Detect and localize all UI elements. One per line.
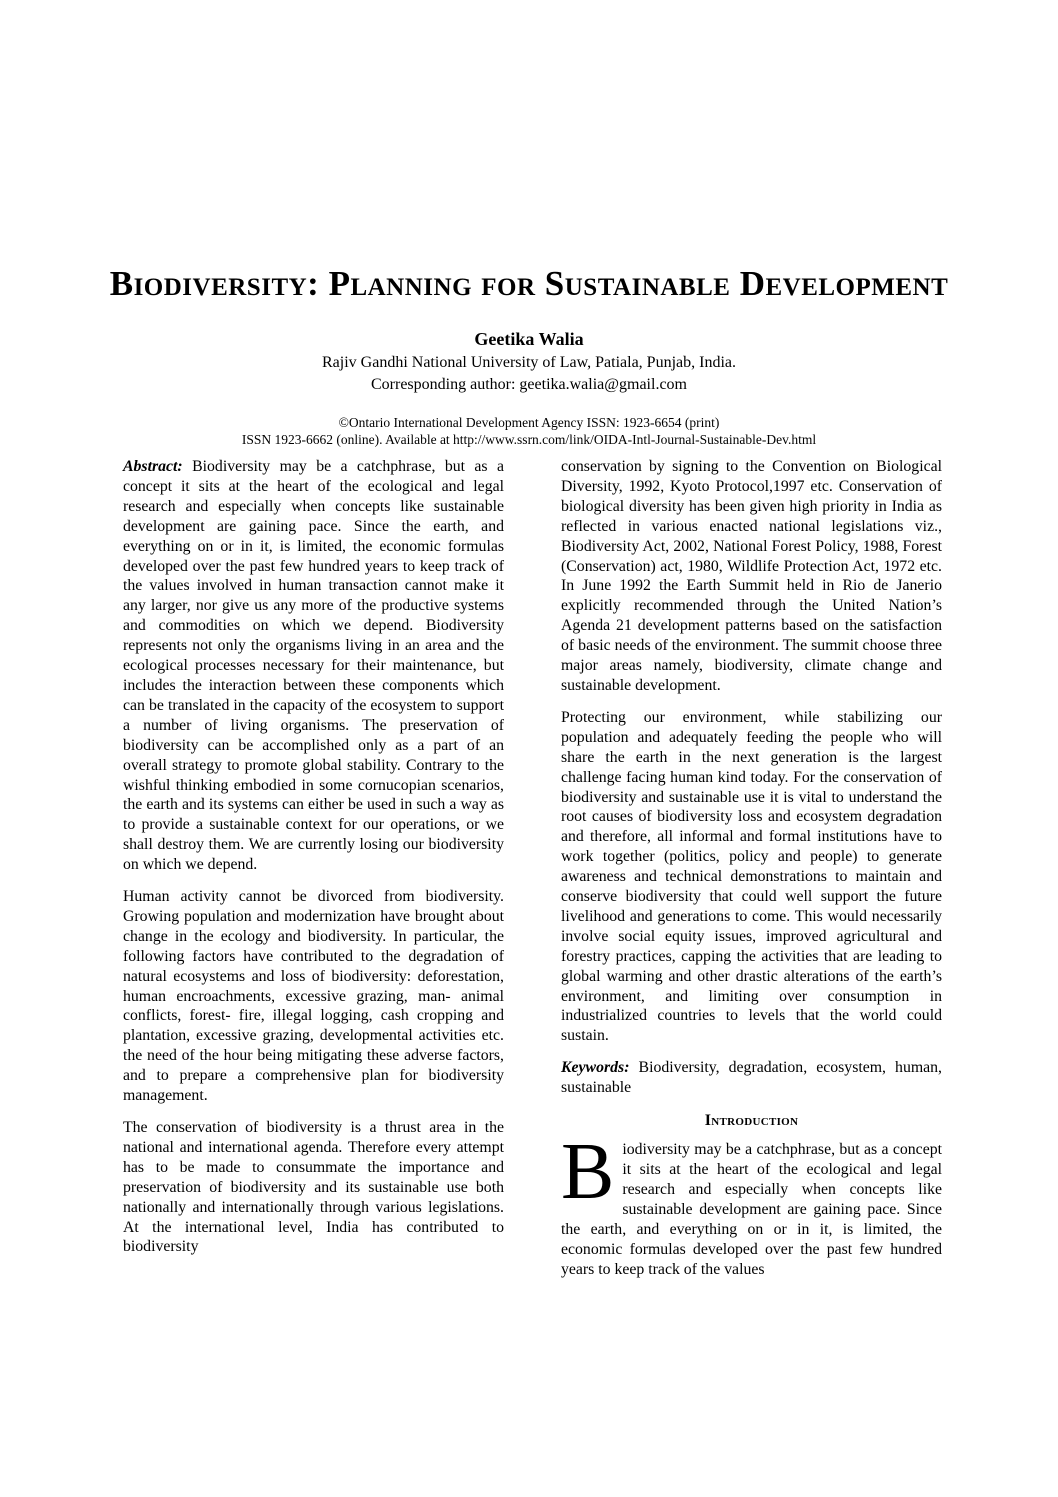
paper-header bbox=[0, 0, 1058, 448]
issn-block bbox=[0, 414, 1058, 448]
abstract-label: Abstract: bbox=[123, 458, 183, 475]
body-paragraph: Protecting our environment, while stabilizing our population and adequately feeding the people who will share the earth in the next generation is the largest challenge facing human kind today. For the conservation of biodiversity and sustainable use it is vital to understand the root causes of biodiversity loss and ecosystem degradation and therefore, all informal and formal institutions have to work together (politics, policy and people) to generate awareness and technical demonstrations to maintain and conserve biodiversity that could well support the future livelihood and generations to come. This would necessarily involve social equity issues, improved agricultural and forestry practices, capping the activities that are leading to global warming and other drastic alterations of the earth’s environment, and limiting over consumption in industrialized countries to levels that the world could sustain. bbox=[561, 708, 942, 1045]
introduction-paragraph bbox=[561, 1128, 942, 1279]
keywords-label: Keywords: bbox=[561, 1059, 630, 1077]
body-paragraph: The conservation of biodiversity is a thrust area in the national and international agenda. Therefore every attempt has to be made to consummate the importance and preservation of biodiversity and its sustainable use both nationally and internationally through various legislations. At the international level, India has contributed to biodiversity bbox=[123, 1119, 504, 1256]
paper-title: Biodiversity: Planning for Sustainable Development bbox=[109, 264, 949, 303]
issn-online-line: ISSN 1923-6662 (online). Available at http://www.ssrn.com/link/OIDA-Intl-Journal-Sustainable-Dev.html bbox=[241, 432, 817, 447]
issn-print-line: ©Ontario International Development Agency ISSN: 1923-6654 (print) bbox=[338, 415, 720, 430]
abstract-paragraph bbox=[123, 457, 504, 875]
drop-cap: B bbox=[561, 1128, 615, 1217]
keywords-text: Biodiversity, degradation, ecosystem, human, sustainable bbox=[561, 1059, 942, 1097]
author-name: Geetika Walia bbox=[474, 329, 584, 349]
body-paragraph: Human activity cannot be divorced from biodiversity. Growing population and modernization have brought about change in the ecology and biodiversity. In particular, the following factors have contributed to the degradation of natural ecosystems and loss of biodiversity: deforestation, human encroachments, excessive grazing, man- animal conflicts, forest- fire, illegal logging, cash cropping and plantation, excessive grazing, developmental activities etc. the need of the hour being mitigating these adverse factors, and to prepare a comprehensive plan for biodiversity management. bbox=[123, 888, 504, 1105]
introduction-heading: Introduction bbox=[704, 1112, 799, 1130]
right-column bbox=[561, 457, 942, 1291]
keywords-paragraph bbox=[561, 1058, 942, 1098]
abstract-text: Biodiversity may be a catchphrase, but as a concept it sits at the heart of the ecological and legal research and especially when concepts like sustainable development are gaining pace. Since the earth, and everything on or in it, is limited, the economic formulas developed over the past few hundred years to keep track of the values involved in human transaction cannot make it any larger, nor give us any more of the productive systems and commodities on which we depend. Biodiversity represents not only the organisms living in an area and the ecological processes necessary for their maintenance, but includes the interaction between these components which can be translated in the capacity of the ecosystem to support a number of living organisms. The preservation of biodiversity can be accomplished only as a part of an overall strategy to promote global stability. Contrary to the wishful thinking embodied in some cornucopian scenarios, the earth and its systems can either be used in such a way as to provide a sustainable context for our operations, or we shall destroy them. We are currently losing our biodiversity on which we depend. bbox=[123, 458, 504, 874]
two-column-body bbox=[0, 457, 1058, 1291]
introduction-text: iodiversity may be a catchphrase, but as a concept it sits at the heart of the ecological and legal research and especially when concepts like sustainable development are gaining pace. Since the earth, and everything on or in it, is limited, the economic formulas developed over the past few hundred years to keep track of the values bbox=[561, 1141, 942, 1278]
body-paragraph: conservation by signing to the Convention on Biological Diversity, 1992, Kyoto Protocol,1997 etc. Conservation of biological diversity has been given high priority in India as reflected in various enacted national legislations viz., Biodiversity Act, 2002, National Forest Policy, 1988, Forest (Conservation) act, 1980, Wildlife Protection Act, 1972 etc. In June 1992 the Earth Summit held in Rio de Janerio explicitly recommended through the United Nation’s Agenda 21 development patterns based on the satisfaction of basic needs of the environment. The summit choose three major areas namely, biodiversity, climate change and sustainable development. bbox=[561, 458, 942, 694]
corresponding-author: Corresponding author: geetika.walia@gmail.com bbox=[371, 376, 687, 393]
left-column bbox=[123, 457, 504, 1291]
affiliation: Rajiv Gandhi National University of Law, Patiala, Punjab, India. bbox=[322, 354, 736, 371]
